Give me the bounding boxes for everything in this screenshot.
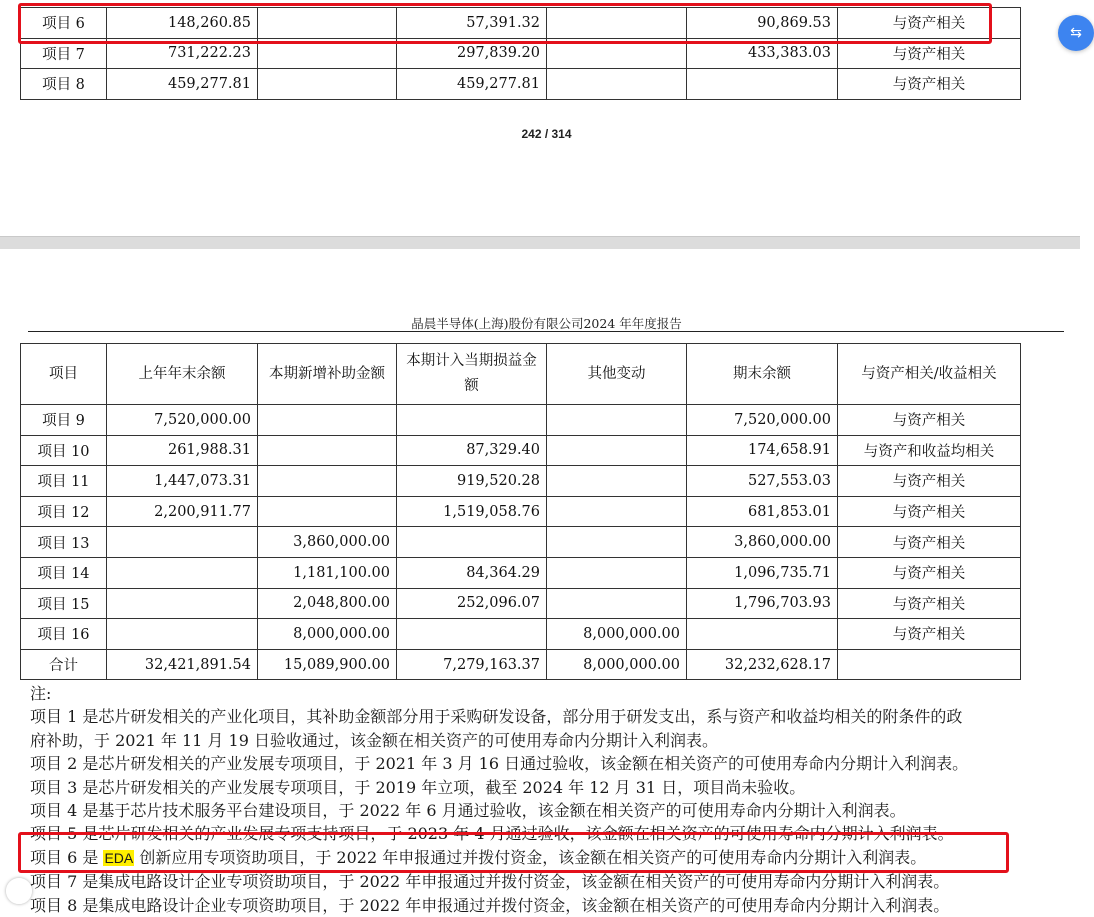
cell-end <box>687 619 838 650</box>
note-4: 项目 4 是基于芯片技术服务平台建设项目，于 2022 年 6 月通过验收，该金额在相关资产的可使用寿命内分期计入利润表。 <box>30 801 906 821</box>
table-header-row <box>21 344 1021 405</box>
cell-relation: 与资产相关 <box>838 557 1021 588</box>
cell-relation: 与资产相关 <box>838 38 1021 69</box>
cell-income: 252,096.07 <box>397 588 547 619</box>
cell-end: 527,553.03 <box>687 466 838 497</box>
cell-other: 8,000,000.00 <box>547 649 687 680</box>
table-row <box>21 38 1021 69</box>
note-6-prefix: 项目 6 是 <box>30 847 99 867</box>
table-row <box>21 588 1021 619</box>
cell-item: 项目 13 <box>21 527 107 558</box>
table-row <box>21 496 1021 527</box>
header-other: 其他变动 <box>547 344 687 405</box>
cell-added <box>258 8 397 39</box>
cell-income <box>397 405 547 436</box>
table-row <box>21 527 1021 558</box>
cell-other <box>547 496 687 527</box>
header-prev: 上年年末余额 <box>107 344 258 405</box>
cell-item: 项目 11 <box>21 466 107 497</box>
cell-other <box>547 435 687 466</box>
translate-icon[interactable]: ⇆ <box>1058 15 1094 51</box>
cell-income: 919,520.28 <box>397 466 547 497</box>
cell-end: 32,232,628.17 <box>687 649 838 680</box>
total-row <box>21 649 1021 680</box>
cell-other <box>547 588 687 619</box>
cell-end: 1,096,735.71 <box>687 557 838 588</box>
header-rule <box>28 331 1064 332</box>
eda-highlight: EDA <box>104 849 134 866</box>
table-row <box>21 405 1021 436</box>
cell-end: 681,853.01 <box>687 496 838 527</box>
cell-income <box>397 527 547 558</box>
cell-relation: 与资产相关 <box>838 405 1021 436</box>
cell-end: 1,796,703.93 <box>687 588 838 619</box>
page-separator <box>0 236 1080 249</box>
cell-other <box>547 466 687 497</box>
cell-income: 7,279,163.37 <box>397 649 547 680</box>
cell-income: 297,839.20 <box>397 38 547 69</box>
table-row <box>21 466 1021 497</box>
cell-income: 1,519,058.76 <box>397 496 547 527</box>
cell-relation: 与资产相关 <box>838 496 1021 527</box>
cell-item: 项目 6 <box>21 8 107 39</box>
cell-item: 项目 8 <box>21 69 107 100</box>
header-relation: 与资产相关/收益相关 <box>838 344 1021 405</box>
cell-prev: 1,447,073.31 <box>107 466 258 497</box>
note-6 <box>30 846 1075 870</box>
cell-prev: 32,421,891.54 <box>107 649 258 680</box>
cell-other <box>547 69 687 100</box>
notes <box>30 682 1075 917</box>
cell-income: 87,329.40 <box>397 435 547 466</box>
table-row <box>21 8 1021 39</box>
cell-other <box>547 8 687 39</box>
cell-prev: 2,200,911.77 <box>107 496 258 527</box>
cell-relation: 与资产和收益均相关 <box>838 435 1021 466</box>
note-7: 项目 7 是集成电路设计企业专项资助项目，于 2022 年申报通过并拨付资金，该金额在相关资产的可使用寿命内分期计入利润表。 <box>30 872 950 892</box>
cell-added: 8,000,000.00 <box>258 619 397 650</box>
note-5: 项目 5 是芯片研发相关的产业发展专项支持项目，于 2023 年 4 月通过验收，该金额在相关资产的可使用寿命内分期计入利润表。 <box>30 824 954 844</box>
cell-other <box>547 38 687 69</box>
cell-prev: 731,222.23 <box>107 38 258 69</box>
note-8: 项目 8 是集成电路设计企业专项资助项目，于 2022 年申报通过并拨付资金，该金额在相关资产的可使用寿命内分期计入利润表。 <box>30 895 950 915</box>
cell-end: 90,869.53 <box>687 8 838 39</box>
cell-relation: 与资产相关 <box>838 466 1021 497</box>
cell-prev: 459,277.81 <box>107 69 258 100</box>
notes-heading: 注: <box>30 684 52 703</box>
header-added: 本期新增补助金额 <box>258 344 397 405</box>
cell-item: 项目 12 <box>21 496 107 527</box>
cell-item: 项目 7 <box>21 38 107 69</box>
table-row <box>21 619 1021 650</box>
cell-prev: 148,260.85 <box>107 8 258 39</box>
cell-other <box>547 527 687 558</box>
cell-item: 项目 15 <box>21 588 107 619</box>
subsidy-table <box>20 343 1021 680</box>
cell-added <box>258 435 397 466</box>
cell-added <box>258 466 397 497</box>
cell-end: 174,658.91 <box>687 435 838 466</box>
table-row <box>21 435 1021 466</box>
cell-relation <box>838 649 1021 680</box>
note-1a: 项目 1 是芯片研发相关的产业化项目，其补助金额部分用于采购研发设备，部分用于研发支出，系与资产和收益均相关的附条件的政 <box>30 707 963 727</box>
table-row <box>21 69 1021 100</box>
cell-prev <box>107 588 258 619</box>
cell-added: 2,048,800.00 <box>258 588 397 619</box>
cell-end <box>687 69 838 100</box>
cell-prev <box>107 527 258 558</box>
cell-end: 7,520,000.00 <box>687 405 838 436</box>
subsidy-table-continued <box>20 7 1021 100</box>
cell-prev <box>107 557 258 588</box>
cell-relation: 与资产相关 <box>838 8 1021 39</box>
cell-other: 8,000,000.00 <box>547 619 687 650</box>
cell-other <box>547 405 687 436</box>
cell-end: 433,383.03 <box>687 38 838 69</box>
header-end: 期末余额 <box>687 344 838 405</box>
cell-relation: 与资产相关 <box>838 69 1021 100</box>
cell-added: 15,089,900.00 <box>258 649 397 680</box>
cell-added <box>258 38 397 69</box>
cell-added <box>258 496 397 527</box>
cell-income: 84,364.29 <box>397 557 547 588</box>
cell-income <box>397 619 547 650</box>
cell-added <box>258 405 397 436</box>
cell-item: 项目 9 <box>21 405 107 436</box>
cell-prev: 7,520,000.00 <box>107 405 258 436</box>
cell-relation: 与资产相关 <box>838 527 1021 558</box>
cell-income: 57,391.32 <box>397 8 547 39</box>
page-header: 晶晨半导体(上海)股份有限公司2024 年年度报告 <box>411 316 682 331</box>
header-item: 项目 <box>21 344 107 405</box>
note-3: 项目 3 是芯片研发相关的产业发展专项项目，于 2019 年立项，截至 2024 年 12 月 31 日，项目尚未验收。 <box>30 777 806 797</box>
cell-other <box>547 557 687 588</box>
header-income: 本期计入当期损益金额 <box>397 344 547 405</box>
note-6-suffix: 创新应用专项资助项目，于 2022 年申报通过并拨付资金，该金额在相关资产的可使用寿命内分期计入利润表。 <box>139 847 927 867</box>
cell-added: 3,860,000.00 <box>258 527 397 558</box>
cell-income: 459,277.81 <box>397 69 547 100</box>
note-2: 项目 2 是芯片研发相关的产业发展专项项目，于 2021 年 3 月 16 日通过验收，该金额在相关资产的可使用寿命内分期计入利润表。 <box>30 754 969 774</box>
table-row <box>21 557 1021 588</box>
cell-added: 1,181,100.00 <box>258 557 397 588</box>
cell-item: 合计 <box>21 649 107 680</box>
cell-prev <box>107 619 258 650</box>
cell-added <box>258 69 397 100</box>
cell-relation: 与资产相关 <box>838 588 1021 619</box>
cell-item: 项目 16 <box>21 619 107 650</box>
watermark-icon <box>6 878 32 904</box>
note-1b: 府补助，于 2021 年 11 月 19 日验收通过，该金额在相关资产的可使用寿命内分期计入利润表。 <box>30 730 718 750</box>
cell-relation: 与资产相关 <box>838 619 1021 650</box>
cell-item: 项目 10 <box>21 435 107 466</box>
cell-end: 3,860,000.00 <box>687 527 838 558</box>
cell-item: 项目 14 <box>21 557 107 588</box>
cell-prev: 261,988.31 <box>107 435 258 466</box>
page-number: 242 / 314 <box>521 127 572 141</box>
